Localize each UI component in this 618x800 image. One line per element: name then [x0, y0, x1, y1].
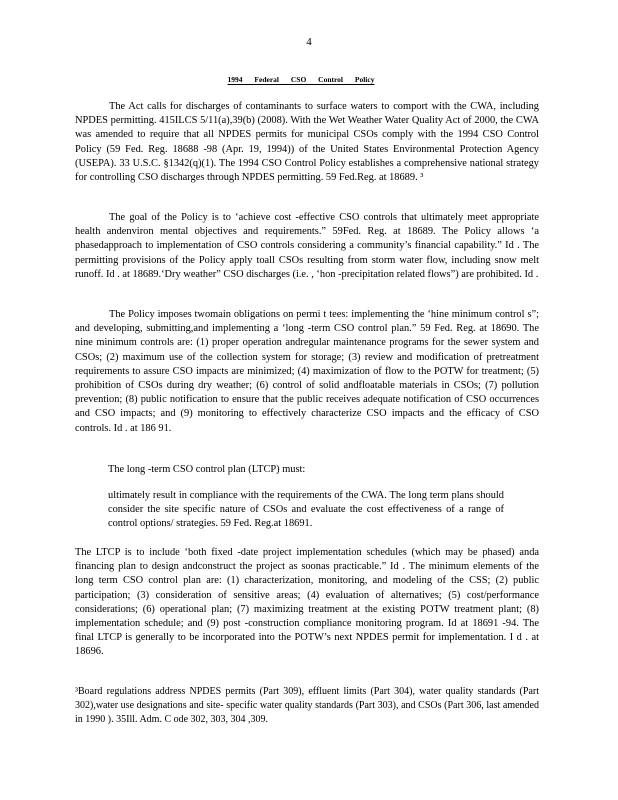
paragraph-ltcp-lead: The long -term CSO control plan (LTCP) must: [108, 464, 306, 475]
section-heading-text: 1994 Federal CSO Control Policy [227, 75, 375, 84]
paragraph-act-calls: The Act calls for discharges of contaminants to surface waters to comport with the CWA, including NPDES permitting. 415ILCS 5/11(a),39(b) (2008). With the Wet Weather Water Quality Act of 2000, the CWA was amended to require that all NPDES permits for municipal CSOs comply with the 1994 CSO Control Policy (59 Fed. Reg. 18688 -98 (Apr. 19, 1994)) of the United States Environmental Protection Agency (USEPA). 33 U.S.C. §1342(q)(1). The 1994 CSO Control Policy establishes a comprehensive national strategy for controlling CSO discharges through NPDES permitting. 59 Fed.Reg. at 18689. ³ [75, 101, 539, 184]
section-heading [0, 75, 618, 84]
block-quote-ltcp: ultimately result in compliance with the requirements of the CWA. The long term plans should consider the site specific nature of CSOs and evaluate the cost effectiveness of a range of control options/ strategies. 59 Fed. Reg.at 18691. [108, 490, 504, 530]
paragraph-ltcp-elements: The LTCP is to include ‘both fixed -date project implementation schedules (which may be phased) anda financing plan to design andconstruct the project as soonas practicable.” Id . The minimum elements of the long term CSO control plan are: (1) characterization, monitoring, and modeling of the CSS; (2) public participation; (3) consideration of sensitive areas; (4) evaluation of alternatives; (5) cost/performance considerations; (6) operational plan; (7) maximizing treatment at the existing POTW treatment plant; (8) implementation schedule; and (9) post -construction compliance monitoring program. Id at 18691 -94. The final LTCP is generally to be incorporated into the POTW’s next NPDES permit for implementation. I d . at 18696. [75, 547, 539, 658]
paragraph-policy-goal: The goal of the Policy is to ‘achieve cost -effective CSO controls that ultimately meet appropriate health andenviron mental objectives and requirements.” 59Fed. Reg. at 18689. The Policy allows ‘a phasedapproach to implementation of CSO controls considering a community’s financial capability.” Id . The permitting provisions of the Policy apply toall CSOs resulting from storm water flow, including snow melt runoff. Id . at 18689.‘Dry weather” CSO discharges (i.e. , ‘hon -precipitation related flows”) are prohibited. Id . [75, 212, 539, 280]
page-number: 4 [306, 36, 312, 48]
paragraph-policy-obligations: The Policy imposes twomain obligations on permi t tees: implementing the ‘hine minimum control s”; and developing, submitting,and implementing a ‘long -term CSO control plan.” 59 Fed. Reg. at 18690. The nine minimum controls are: (1) proper operation andregular maintenance programs for the sewer system and CSOs; (2) maximum use of the collection system for storage; (3) review and modification of pretreatment requirements to assure CSO impacts are minimized; (4) maximization of flow to the POTW for treatment; (5) prohibition of CSOs during dry weather; (6) control of solid andfloatable materials in CSOs; (7) pollution prevention; (8) public notification to ensure that the public receives adequate notification of CSO occurrences and CSO impacts; and (9) monitoring to effectively characterize CSO impacts and the efficacy of CSO controls. Id . at 186 91. [75, 309, 539, 434]
footnote-board-regulations: ³Board regulations address NPDES permits (Part 309), effluent limits (Part 304), water quality standards (Part 302),water use designations and site- specific water quality standards (Part 303), and CSOs (Part 306, last amended in 1990 ). 35Ill. Adm. C ode 302, 303, 304 ,309. [75, 686, 539, 725]
